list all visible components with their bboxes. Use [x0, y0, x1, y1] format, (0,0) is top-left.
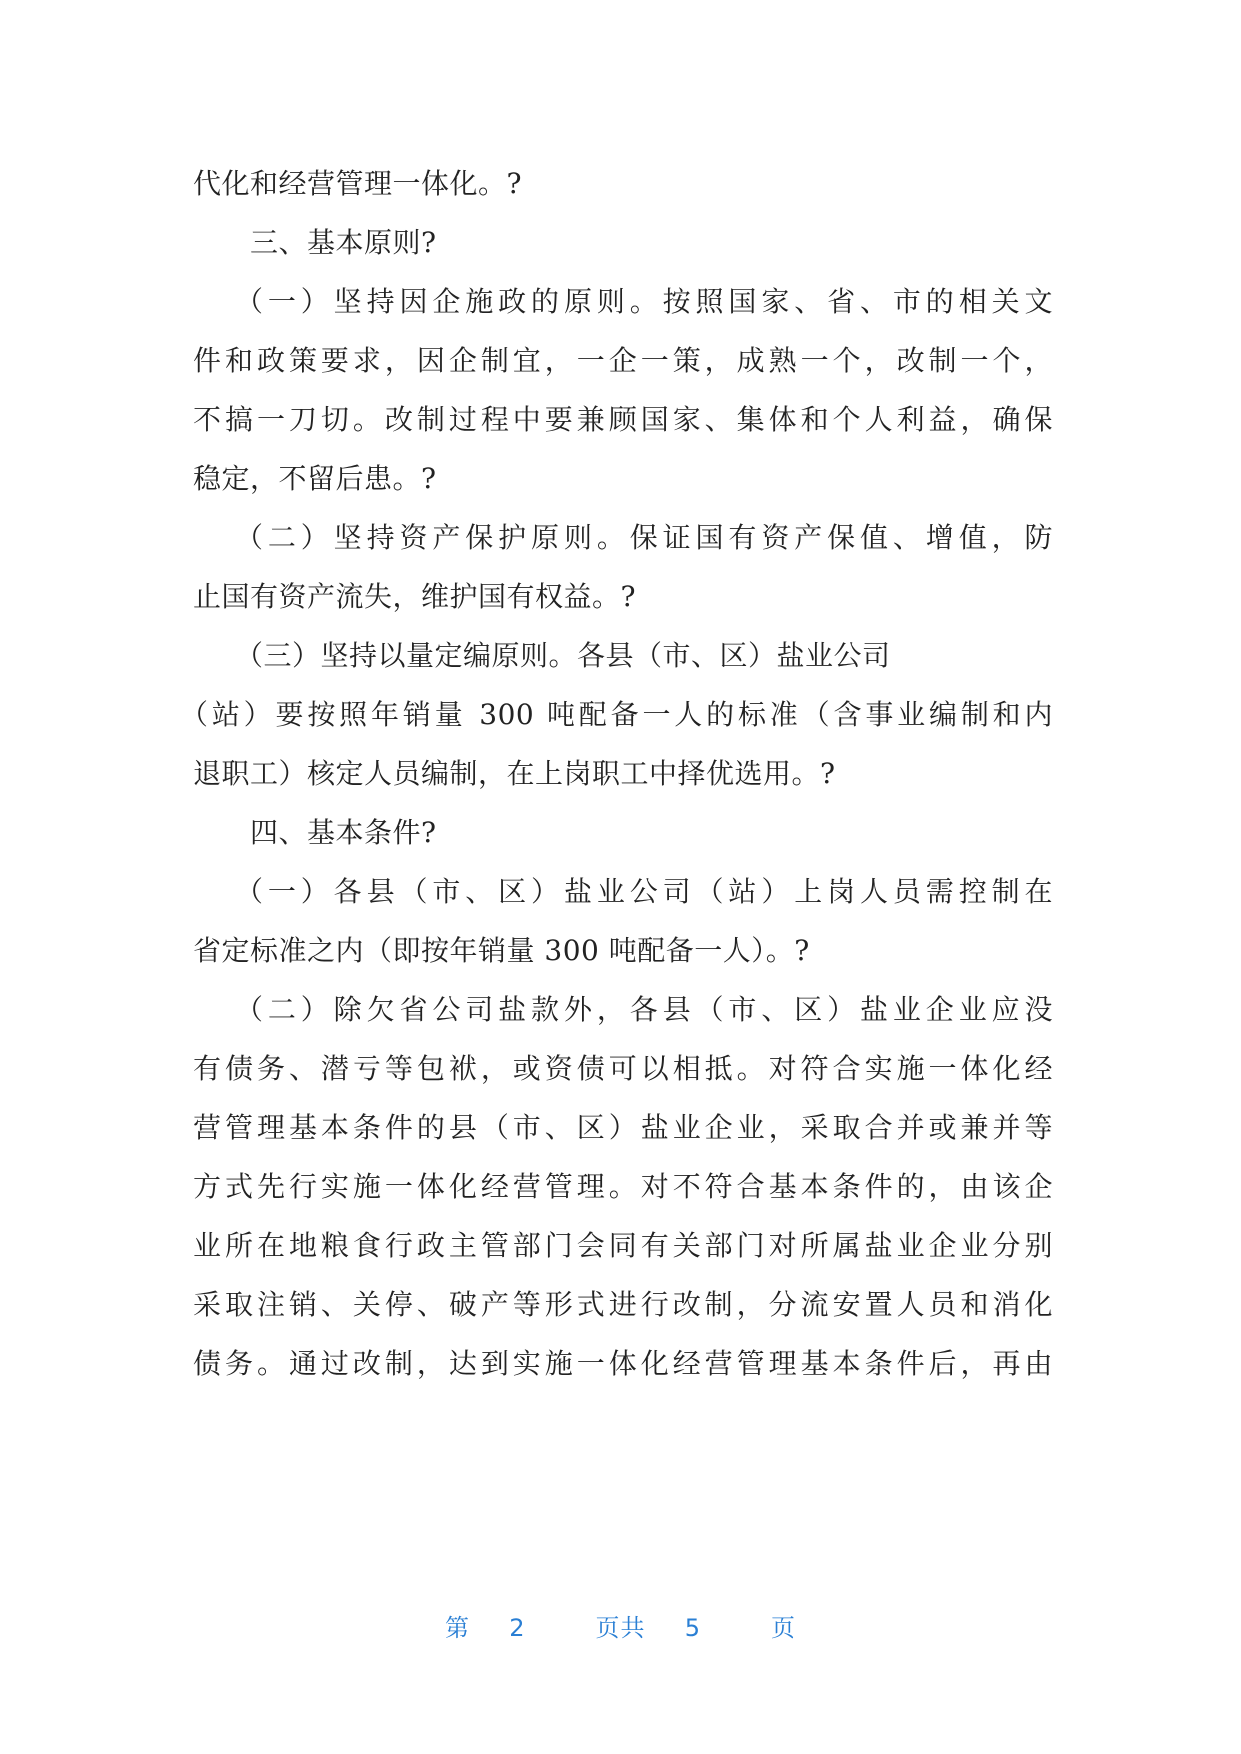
text-line: （一）坚持因企施政的原则。按照国家、省、市的相关文	[235, 285, 1053, 318]
section-heading: 三、基本原则?	[250, 226, 437, 259]
section-heading: 四、基本条件?	[250, 816, 437, 849]
text-line: 不搞一刀切。改制过程中要兼顾国家、集体和个人利益，确保	[193, 403, 1053, 436]
text-line: （三）坚持以量定编原则。各县（市、区）盐业公司	[235, 639, 891, 672]
text-line: （二）除欠省公司盐款外，各县（市、区）盐业企业应没	[235, 993, 1053, 1026]
text-line: 方式先行实施一体化经营管理。对不符合基本条件的，由该企	[193, 1170, 1053, 1203]
footer-suffix: 页	[770, 1614, 796, 1642]
text-line: 件和政策要求，因企制宜，一企一策，成熟一个，改制一个，	[193, 344, 1053, 377]
text-line: 有债务、潜亏等包袱，或资债可以相抵。对符合实施一体化经	[193, 1052, 1053, 1085]
text-line: 稳定，不留后患。?	[193, 462, 437, 495]
total-pages-number: 5	[684, 1614, 702, 1642]
page-footer	[0, 1608, 1241, 1643]
text-line: 省定标准之内（即按年销量 300 吨配备一人）。?	[193, 934, 810, 967]
text-line: 营管理基本条件的县（市、区）盐业企业，采取合并或兼并等	[193, 1111, 1053, 1144]
text-line: 债务。通过改制，达到实施一体化经营管理基本条件后，再由	[193, 1347, 1053, 1380]
text-line: 代化和经营管理一体化。?	[193, 167, 523, 200]
text-line: （二）坚持资产保护原则。保证国有资产保值、增值，防	[235, 521, 1053, 554]
current-page-number: 2	[509, 1614, 526, 1642]
footer-prefix: 第	[445, 1614, 471, 1642]
text-line: 退职工）核定人员编制，在上岗职工中择优选用。?	[193, 757, 836, 790]
text-line: （站）要按照年销量 300 吨配备一人的标准（含事业编制和内	[180, 698, 1053, 731]
text-line: 业所在地粮食行政主管部门会同有关部门对所属盐业企业分别	[193, 1229, 1053, 1262]
text-line: （一）各县（市、区）盐业公司（站）上岗人员需控制在	[235, 875, 1053, 908]
footer-middle: 页共	[595, 1614, 646, 1642]
text-line: 止国有资产流失，维护国有权益。?	[193, 580, 637, 613]
text-line: 采取注销、关停、破产等形式进行改制，分流安置人员和消化	[193, 1288, 1053, 1321]
